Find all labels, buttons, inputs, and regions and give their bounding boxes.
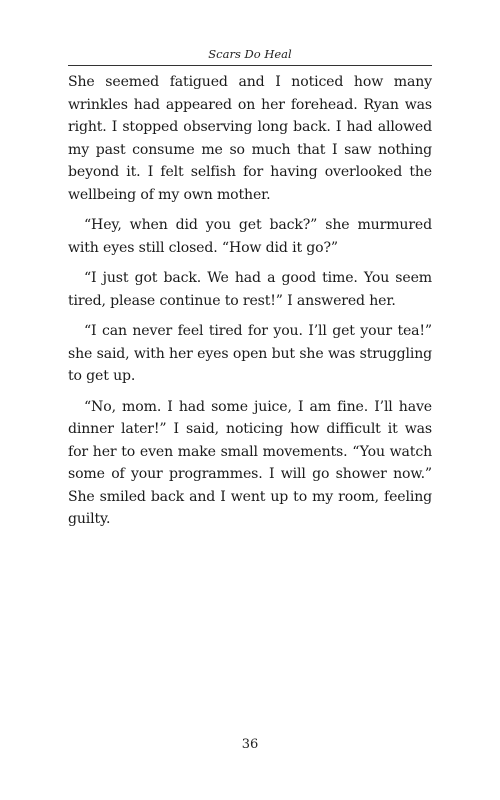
- paragraph-1: She seemed fatigued and I noticed how many wrinkles had appeared on her forehead. Ryan was right. I stopped observing long back. I had allowed my past consume me so much that I saw nothing beyond it. I felt selfish for having overlooked the wellbeing of my own mother.: [68, 74, 432, 203]
- paragraph-3: “I just got back. We had a good time. You seem tired, please continue to rest!” I answered her.: [68, 270, 432, 309]
- running-header-title: Scars Do Heal: [208, 47, 292, 61]
- page-number: 36: [241, 737, 259, 752]
- page-body: [68, 71, 432, 539]
- paragraph-2: “Hey, when did you get back?” she murmured with eyes still closed. “How did it go?”: [68, 217, 432, 256]
- paragraph-4: “I can never feel tired for you. I’ll get your tea!” she said, with her eyes open but she was struggling to get up.: [68, 323, 432, 384]
- paragraph-5: “No, mom. I had some juice, I am fine. I’ll have dinner later!” I said, noticing how difficult it was for her to even make small movements. “You watch some of your programmes. I will go shower now.” She smiled back and I went up to my room, feeling guilty.: [68, 398, 432, 527]
- header-rule: [68, 65, 432, 66]
